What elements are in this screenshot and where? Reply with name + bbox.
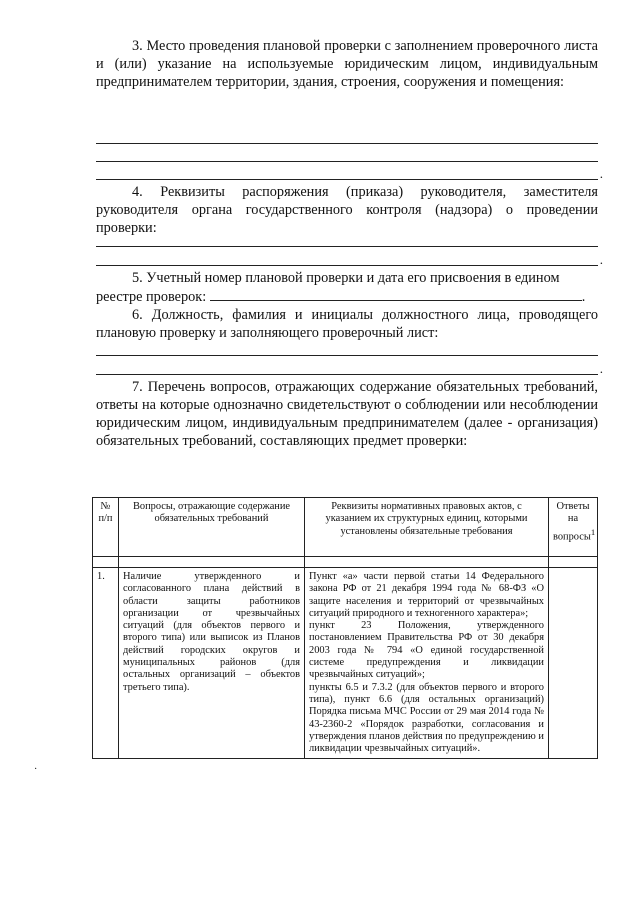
section-3-blank-line-1[interactable]: [96, 143, 598, 144]
requisite-paragraph: пункт 23 Положения, утвержденного постановлением Правительства РФ от 30 декабря 2003 года № 794 «О единой государственной системе предупреждения и ликвидации чрезвычайных ситуаций»;: [309, 620, 544, 681]
requisite-paragraph: Пункт «а» части первой статьи 14 Федерального закона РФ от 21 декабря 1994 года № 68-ФЗ «О защите населения и территорий от чрезвычайных ситуаций природного и техногенного характера»;: [309, 571, 544, 619]
section-6-blank-line-2[interactable]: [96, 374, 598, 375]
header-requisites: Реквизиты нормативных правовых актов, с указанием их структурных единиц, которыми установлены обязательные требования: [305, 498, 549, 557]
table-spacer-row: [93, 557, 598, 568]
checklist-table: [92, 497, 598, 759]
table-row: [93, 568, 598, 759]
section-5-registry-line: реестре проверок: .: [96, 289, 586, 305]
requisite-paragraph: пункты 6.5 и 7.3.2 (для объектов первого и второго типа), пункт 6.6 (для остальных организаций) Порядка письма МЧС России от 29 мая 2014 года № 43-2360-2 «Порядок разработки, согласования и утверждения планов действия по предупреждению и ликвидации чрезвычайных ситуаций».: [309, 681, 544, 755]
header-answer: Ответы на вопросы$^1$: [549, 498, 598, 557]
header-question: Вопросы, отражающие содержание обязательных требований: [119, 498, 305, 557]
section-6-text: 6. Должность, фамилия и инициалы должностного лица, проводящего плановую проверку и заполняющего проверочный лист:: [96, 307, 598, 341]
table-header-row: [93, 498, 598, 557]
registry-number-field[interactable]: [210, 287, 582, 301]
section-7-text: 7. Перечень вопросов, отражающих содержание обязательных требований, ответы на которые однозначно свидетельствуют о соблюдении или несоблюдении юридическим лицом, индивидуальным предпринимателем (далее - организация) обязательных требований, составляющих предмет проверки:: [96, 379, 598, 449]
section-4-blank-line-2[interactable]: [96, 265, 598, 266]
section-4-blank-line-1[interactable]: [96, 246, 598, 247]
section-3-blank-line-3[interactable]: [96, 179, 598, 180]
row-requisites: [305, 568, 549, 759]
row-question: Наличие утвержденного и согласованного плана действий в области защиты работников организации от чрезвычайных ситуаций (для объектов первого и второго типа) или выписок из Планов действий городских округов и муниципальных районов (для остальных организаций – объектов третьего типа).: [119, 568, 305, 759]
header-num: № п/п: [93, 498, 119, 557]
row-num: 1.: [93, 568, 119, 759]
section-6-blank-line-1[interactable]: [96, 355, 598, 356]
section-4-text: 4. Реквизиты распоряжения (приказа) руководителя, заместителя руководителя органа государственного контроля (надзора) о проведении проверки:: [96, 184, 598, 236]
margin-mark: ·: [34, 764, 38, 775]
answer-cell[interactable]: [549, 568, 598, 759]
section-3-text: 3. Место проведения плановой проверки с заполнением проверочного листа и (или) указание на используемые юридическим лицом, индивидуальным предпринимателем территории, здания, строения, сооружения и помещения:: [96, 38, 598, 90]
section-3-blank-line-2[interactable]: [96, 161, 598, 162]
footnote-marker: 1: [590, 526, 596, 537]
section-5-text: 5. Учетный номер плановой проверки и дата его присвоения в едином реестре проверок: .: [96, 269, 598, 306]
